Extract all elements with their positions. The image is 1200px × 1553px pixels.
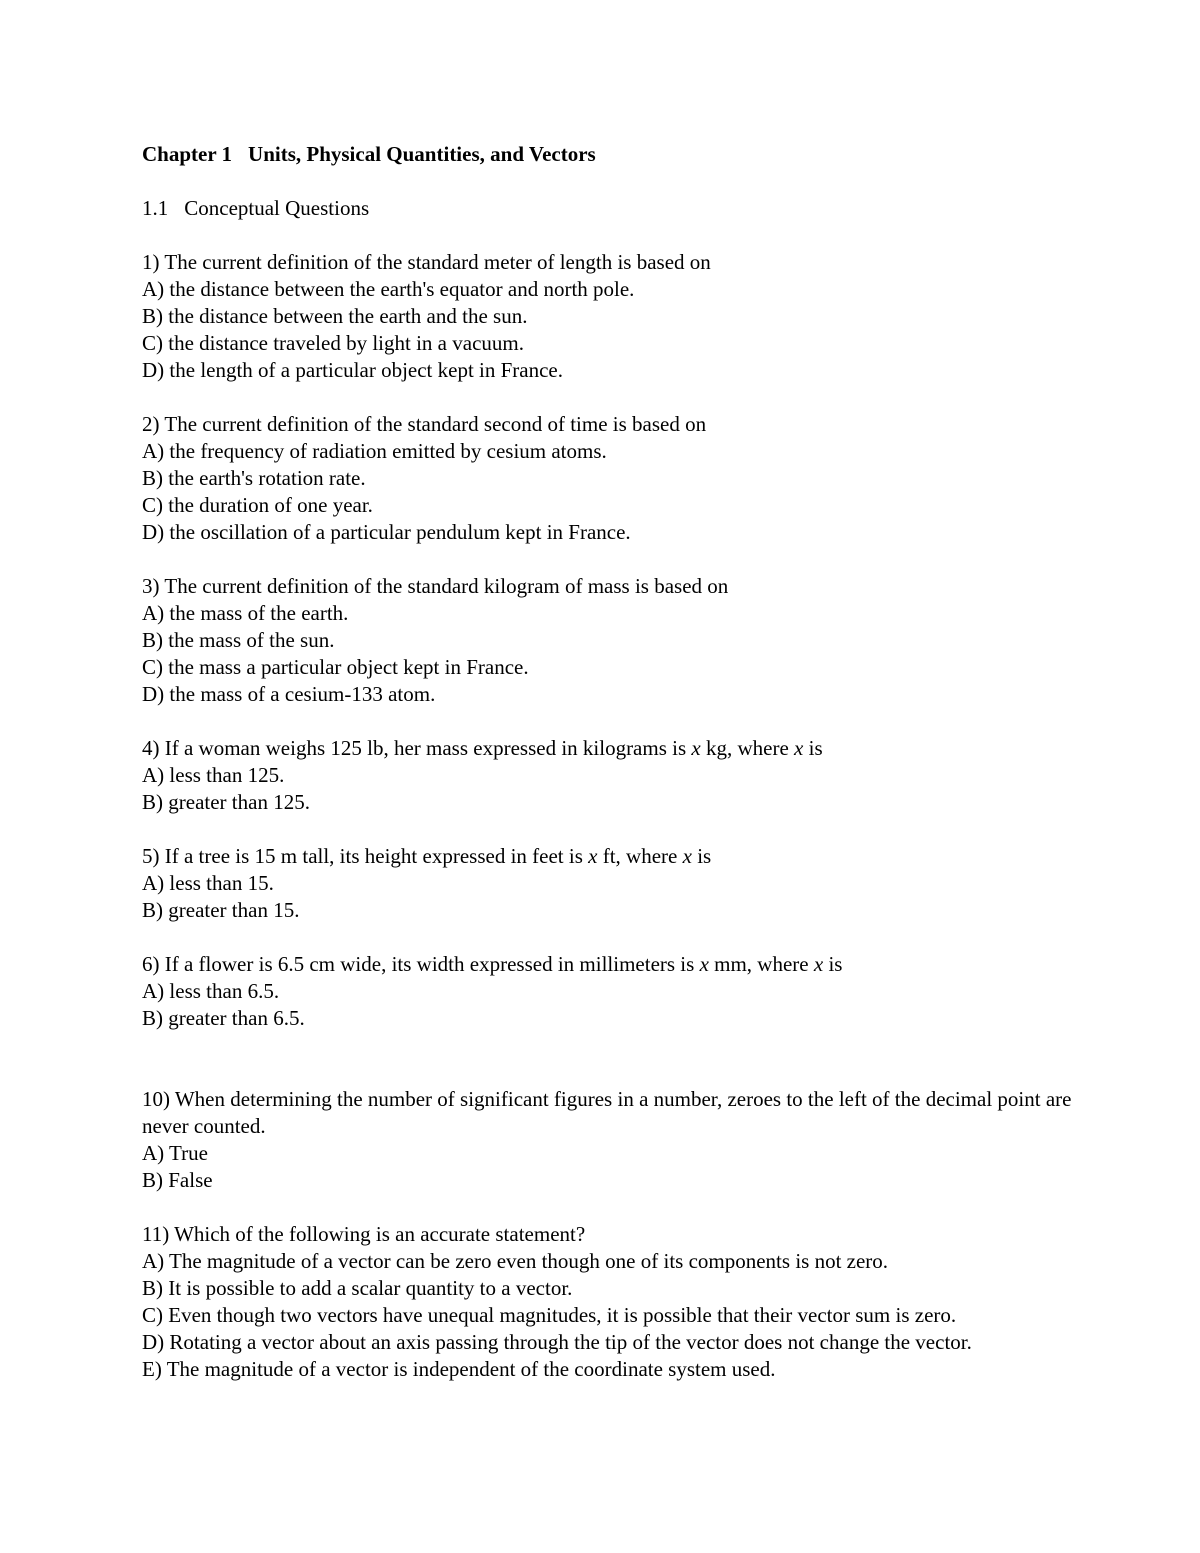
- answer-option: B) greater than 15.: [142, 898, 300, 922]
- answer-option: B) greater than 6.5.: [142, 1006, 305, 1030]
- variable-x: x: [794, 736, 804, 760]
- section-number: 1.1: [142, 196, 169, 220]
- question-stem: 1) The current definition of the standard meter of length is based on: [142, 250, 711, 274]
- chapter-heading: [142, 141, 1082, 168]
- question-stem-text: is: [691, 844, 712, 868]
- answer-option: B) greater than 125.: [142, 790, 310, 814]
- variable-x: x: [682, 844, 692, 868]
- question-3: [142, 573, 1082, 708]
- answer-option: B) the distance between the earth and the sun.: [142, 304, 528, 328]
- variable-x: x: [813, 952, 824, 976]
- question-6: [142, 951, 1082, 1032]
- question-4: [142, 735, 1082, 816]
- question-stem-text: is: [803, 736, 823, 760]
- answer-option: A) the frequency of radiation emitted by cesium atoms.: [142, 439, 607, 463]
- answer-option: B) the earth's rotation rate.: [142, 466, 366, 490]
- question-stem: [142, 951, 1082, 978]
- question-stem: 3) The current definition of the standard kilogram of mass is based on: [142, 574, 729, 598]
- answer-option: A) less than 6.5.: [142, 979, 280, 1003]
- section-heading: [142, 195, 1082, 222]
- answer-option: A) the mass of the earth.: [142, 601, 349, 625]
- question-stem: 10) When determining the number of significant figures in a number, zeroes to the left of the decimal point are never counted.: [142, 1087, 1072, 1138]
- question-11: [142, 1221, 1082, 1383]
- document-content: [142, 141, 1082, 1383]
- answer-option: C) the mass a particular object kept in France.: [142, 655, 529, 679]
- answer-option: B) the mass of the sun.: [142, 628, 335, 652]
- section-title: Conceptual Questions: [184, 196, 370, 220]
- answer-option: D) the mass of a cesium-133 atom.: [142, 682, 436, 706]
- answer-option: C) the duration of one year.: [142, 493, 373, 517]
- answer-option: D) the oscillation of a particular pendulum kept in France.: [142, 520, 631, 544]
- answer-option: A) less than 125.: [142, 763, 285, 787]
- question-5: [142, 843, 1082, 924]
- answer-option: B) False: [142, 1168, 213, 1192]
- question-stem-text: ft, where: [597, 844, 683, 868]
- question-stem-text: is: [823, 952, 843, 976]
- variable-x: x: [588, 844, 598, 868]
- question-stem: [142, 735, 1082, 762]
- question-stem-text: 5) If a tree is 15 m tall, its height expressed in feet is: [142, 844, 589, 868]
- answer-option: A) the distance between the earth's equator and north pole.: [142, 277, 635, 301]
- question-stem-text: 6) If a flower is 6.5 cm wide, its width expressed in millimeters is: [142, 952, 700, 976]
- question-10: [142, 1086, 1082, 1194]
- answer-option: B) It is possible to add a scalar quantity to a vector.: [142, 1276, 573, 1300]
- answer-option: D) the length of a particular object kept in France.: [142, 358, 564, 382]
- answer-option: D) Rotating a vector about an axis passing through the tip of the vector does not change the vector.: [142, 1330, 972, 1354]
- answer-option: E) The magnitude of a vector is independent of the coordinate system used.: [142, 1357, 776, 1381]
- answer-option: C) Even though two vectors have unequal magnitudes, it is possible that their vector sum is zero.: [142, 1303, 957, 1327]
- question-stem: [142, 843, 1082, 870]
- question-stem-text: kg, where: [700, 736, 795, 760]
- answer-option: A) less than 15.: [142, 871, 274, 895]
- answer-option: A) The magnitude of a vector can be zero even though one of its components is not zero.: [142, 1249, 889, 1273]
- question-stem: 11) Which of the following is an accurate statement?: [142, 1222, 586, 1246]
- question-stem-text: mm, where: [708, 952, 814, 976]
- chapter-number: Chapter 1: [142, 142, 233, 166]
- variable-x: x: [691, 736, 701, 760]
- question-stem: 2) The current definition of the standard second of time is based on: [142, 412, 707, 436]
- question-stem-text: 4) If a woman weighs 125 lb, her mass expressed in kilograms is: [142, 736, 692, 760]
- question-1: [142, 249, 1082, 384]
- answer-option: A) True: [142, 1141, 208, 1165]
- variable-x: x: [699, 952, 709, 976]
- answer-option: C) the distance traveled by light in a vacuum.: [142, 331, 524, 355]
- chapter-title: Units, Physical Quantities, and Vectors: [248, 142, 596, 166]
- question-2: [142, 411, 1082, 546]
